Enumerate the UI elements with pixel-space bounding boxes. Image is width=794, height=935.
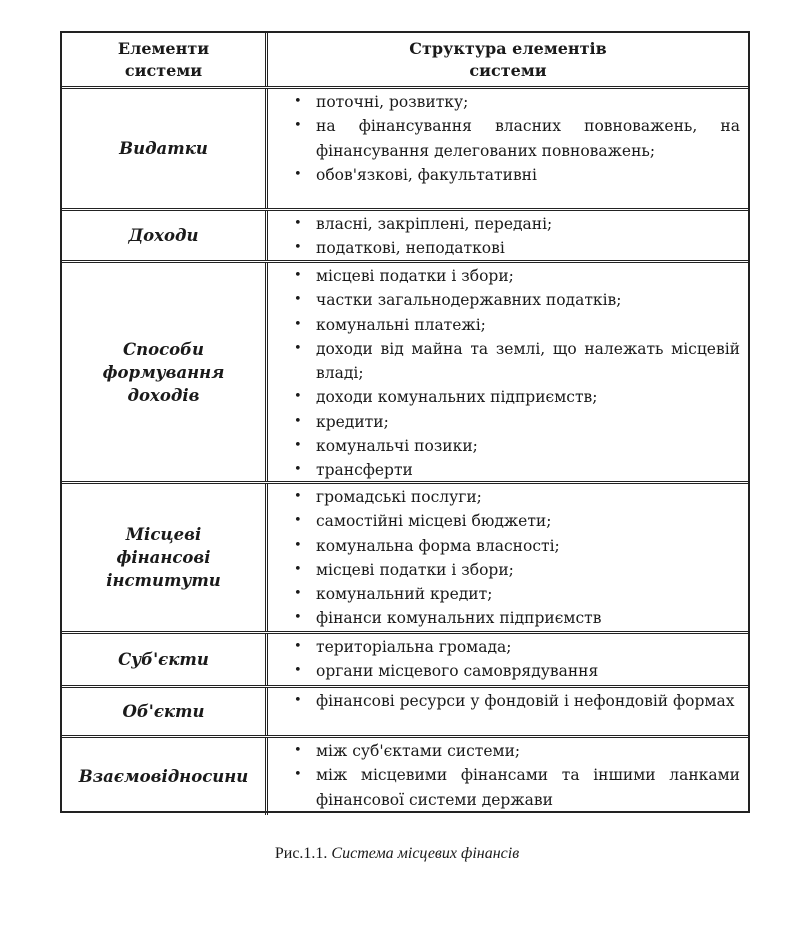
list-item [294,163,740,187]
structure-list [294,264,740,483]
caption-prefix: Рис.1.1. [274,845,328,862]
list-item [294,288,740,312]
table-row [62,211,748,263]
element-structure-cell [268,484,748,631]
element-structure-cell [268,263,748,481]
list-item-text: фінансові ресурси у фондовій і нефондовій формах [316,692,735,710]
list-item-text: місцеві податки і збори; [316,560,514,579]
element-name: Суб'єкти [118,650,209,669]
bullet-icon: • [294,438,302,454]
list-item [294,635,740,659]
list-item-text: на фінансування власних повноважень, на фінансування делегованих повноважень; [316,117,740,160]
bullet-icon: • [294,316,302,332]
list-item-text: територіальна громада; [316,638,512,656]
element-structure-cell [268,688,748,735]
list-item [294,434,740,458]
element-name-cell [62,89,268,208]
element-name: Об'єкти [122,702,205,721]
table-row [62,263,748,484]
list-item [294,236,740,260]
list-item-text: доходи від майна та землі, що належать місцевій владі; [316,339,740,383]
table-row [62,634,748,688]
list-item-text: комунальна форма власності; [316,536,560,555]
list-item [294,458,740,482]
element-name-cell [62,688,268,735]
list-item-text: місцеві податки і збори; [316,267,514,285]
list-item-text: самостійні місцеві бюджети; [316,512,552,531]
bullet-icon: • [294,639,302,654]
caption-title: Система місцевих фінансів [331,845,520,862]
list-item-text: комунальчі позики; [316,437,478,456]
figure-caption [0,845,794,863]
header-elements-line: Елементи [117,38,210,58]
list-item-text: між місцевими фінансами та іншими ланками фінансової системи держави [316,766,740,809]
list-item-text: податкові, неподаткові [316,239,505,258]
table-header [62,33,748,89]
element-name: Видатки [119,139,208,158]
list-item [294,385,740,409]
bullet-icon: • [294,166,302,182]
list-item-text: частки загальнодержавних податків; [316,291,622,310]
list-item-text: доходи комунальних підприємств; [316,388,598,407]
bullet-icon: • [294,513,302,529]
structure-list [294,739,740,812]
bullet-icon: • [294,743,302,758]
header-structure [268,33,748,86]
element-name-cell [62,738,268,815]
element-name-cell [62,211,268,260]
list-item-text: трансферти [316,461,413,480]
bullet-icon: • [294,118,302,134]
element-name: Місцеві [125,525,202,544]
list-item [294,410,740,434]
list-item [294,509,740,533]
element-structure-cell [268,89,748,208]
list-item-text: громадські послуги; [316,488,482,506]
bullet-icon: • [294,767,302,783]
elements-table [60,31,750,813]
structure-list [294,212,740,261]
structure-list [294,689,740,713]
bullet-icon: • [294,94,302,109]
element-name: формування [102,362,225,382]
table-row [62,738,748,815]
structure-list [294,485,740,631]
list-item [294,212,740,236]
bullet-icon: • [294,561,302,577]
bullet-icon: • [294,389,302,405]
element-name: інститути [106,571,221,590]
table-row [62,484,748,634]
element-name-cell [62,484,268,631]
list-item [294,337,740,386]
element-name: фінансові [116,548,211,567]
element-name: Взаємовідносини [78,767,249,786]
list-item-text: фінанси комунальних підприємств [316,609,602,628]
bullet-icon: • [294,240,302,256]
list-item [294,739,740,763]
structure-list [294,635,740,684]
bullet-icon: • [294,292,302,308]
element-structure-cell [268,211,748,260]
bullet-icon: • [294,537,302,553]
bullet-icon: • [294,413,302,429]
list-item [294,90,740,114]
list-item-text: між суб'єктами системи; [316,742,521,760]
table-row [62,688,748,738]
header-elements [62,33,268,86]
list-item-text: органи місцевого самоврядування [316,662,599,681]
list-item [294,114,740,163]
list-item [294,534,740,558]
element-name-cell [62,634,268,685]
header-structure-line: системи [469,60,547,80]
bullet-icon: • [294,462,302,478]
element-structure-cell [268,738,748,815]
header-elements-line: системи [124,60,203,80]
list-item [294,606,740,630]
bullet-icon: • [294,610,302,626]
element-structure-cell [268,634,748,685]
bullet-icon: • [294,216,302,231]
list-item-text: обов'язкові, факультативні [316,165,537,184]
element-name-cell [62,263,268,481]
list-item [294,689,740,713]
bullet-icon: • [294,663,302,679]
list-item-text: поточні, розвитку; [316,93,469,111]
list-item-text: власні, закріплені, передані; [316,215,553,233]
structure-list [294,90,740,187]
element-name: доходів [127,385,200,405]
bullet-icon: • [294,693,302,708]
list-item [294,582,740,606]
bullet-icon: • [294,268,302,283]
list-item [294,485,740,509]
element-name: Способи [122,339,205,359]
list-item [294,763,740,812]
table-row [62,89,748,211]
list-item-text: комунальні платежі; [316,315,486,334]
list-item-text: кредити; [316,412,389,431]
list-item [294,659,740,683]
list-item [294,264,740,288]
bullet-icon: • [294,489,302,504]
bullet-icon: • [294,340,302,356]
header-structure-line: Структура елементів [409,38,607,58]
list-item [294,313,740,337]
bullet-icon: • [294,586,302,602]
list-item [294,558,740,582]
element-name: Доходи [128,226,199,245]
list-item-text: комунальний кредит; [316,585,493,604]
